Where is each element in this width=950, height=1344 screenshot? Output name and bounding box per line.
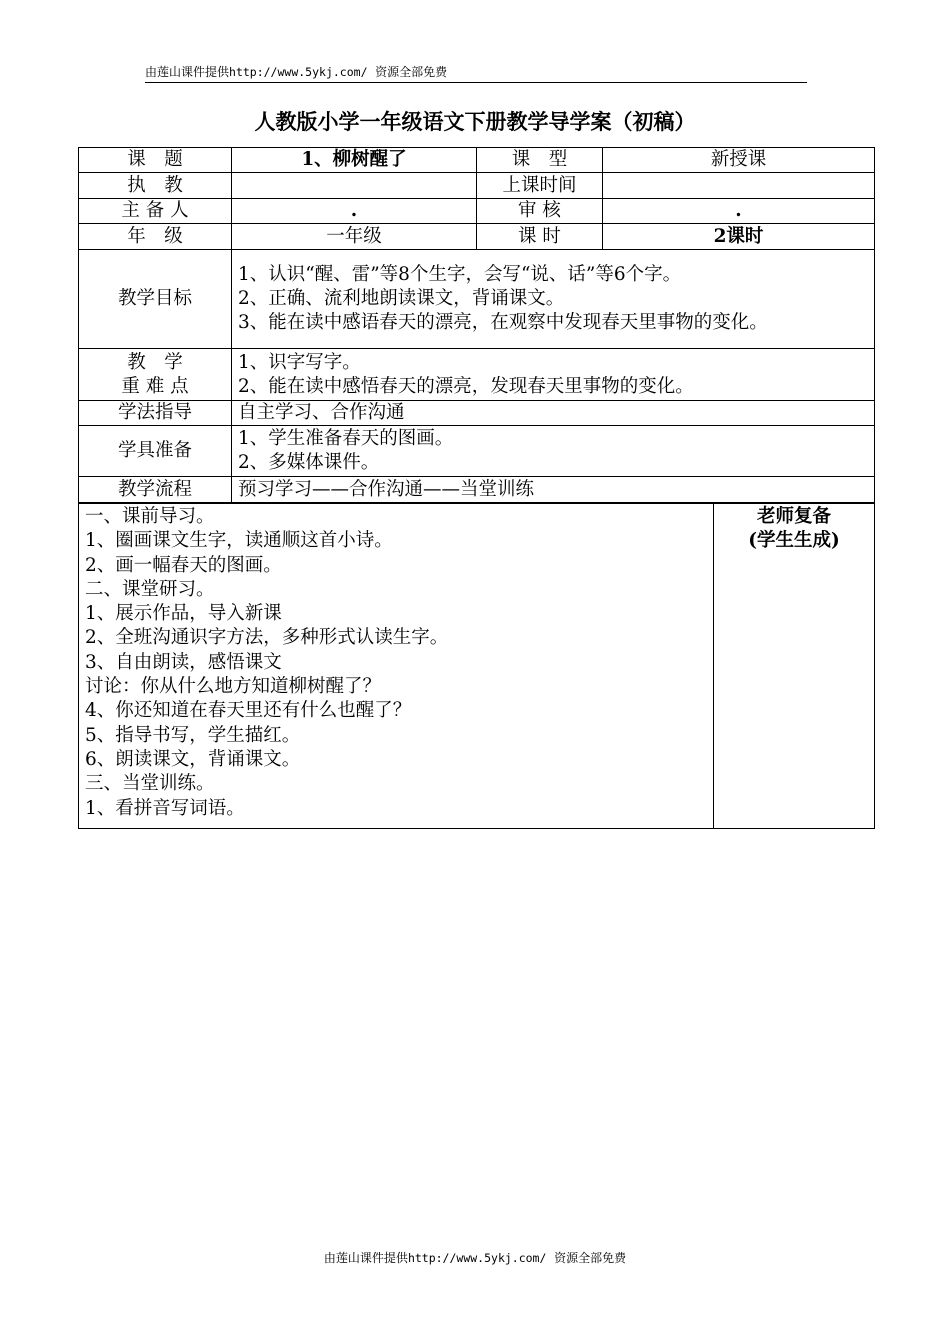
type-value: 新授课 (603, 148, 875, 173)
flow-step: 6、朗读课文，背诵课文。 (85, 748, 301, 770)
tools-label: 学具准备 (79, 426, 232, 477)
review-value: . (603, 199, 875, 224)
lesson-info-table (78, 147, 875, 503)
preparer-value: . (232, 199, 477, 224)
keypoint-item: 1、识字写字。 (238, 351, 361, 373)
flow-step: 一、课前导习。 (85, 506, 215, 527)
flow-step: 4、你还知道在春天里还有什么也醒了？ (85, 700, 412, 722)
footer-url[interactable]: http://www.5ykj.com/ (407, 1251, 547, 1265)
flow-step: 三、当堂训练。 (85, 773, 215, 795)
flow-step: 2、画一幅春天的图画。 (85, 554, 282, 576)
keypoint-item: 2、能在读中感悟春天的漂亮，发现春天里事物的变化。 (238, 375, 694, 397)
flow-steps (79, 504, 714, 829)
flow-step: 1、展示作品，导入新课 (85, 603, 282, 625)
goals-content (232, 250, 875, 349)
footer-source: 由莲山课件提供 (323, 1251, 408, 1265)
footer-note: 资源全部免费 (554, 1251, 627, 1265)
tool-item: 1、学生准备春天的图画。 (238, 428, 454, 449)
row-goals (79, 250, 875, 349)
flow-step: 2、全班沟通识字方法，多种形式认读生字。 (85, 627, 449, 649)
flow-step: 讨论：你从什么地方知道柳树醒了？ (85, 676, 382, 698)
row-teacher (79, 173, 875, 199)
review-label: 审 核 (477, 199, 603, 224)
row-tools (79, 426, 875, 477)
hours-value: 2课时 (603, 224, 875, 250)
topic-label: 课 题 (79, 148, 232, 173)
row-grade (79, 224, 875, 250)
keypoints-label-line: 教 学 (127, 351, 183, 373)
header-url[interactable]: http://www.5ykj.com/ (229, 65, 368, 79)
flow-row (79, 504, 875, 829)
goal-item: 1、认识“醒、雷”等8个生字，会写“说、话”等6个字。 (238, 264, 682, 285)
header-source: 由莲山课件提供 (145, 65, 230, 79)
row-process (79, 477, 875, 503)
keypoints-label-line: 重 难 点 (121, 375, 189, 397)
process-label: 教学流程 (79, 477, 232, 503)
flow-step: 1、圈画课文生字，读通顺这首小诗。 (85, 530, 393, 552)
goal-item: 2、正确、流利地朗读课文，背诵课文。 (238, 288, 565, 309)
process-value: 预习学习——合作沟通——当堂训练 (232, 477, 875, 503)
topic-value: 1、柳树醒了 (232, 148, 477, 173)
notes-subheading: (学生生成) (748, 530, 840, 552)
type-label: 课 型 (477, 148, 603, 173)
time-value (603, 173, 875, 199)
goals-label: 教学目标 (79, 250, 232, 349)
teacher-notes-column (714, 504, 875, 829)
teacher-value (232, 173, 477, 199)
goal-item: 3、能在读中感语春天的漂亮，在观察中发现春天里事物的变化。 (238, 312, 768, 333)
method-label: 学法指导 (79, 401, 232, 426)
teaching-flow-table (78, 503, 875, 829)
header-note: 资源全部免费 (375, 65, 448, 79)
row-method (79, 401, 875, 426)
keypoints-content (232, 349, 875, 401)
page-footer (0, 1249, 950, 1266)
flow-step: 5、指导书写，学生描红。 (85, 724, 301, 746)
tools-content (232, 426, 875, 477)
row-topic (79, 148, 875, 173)
notes-heading: 老师复备 (756, 506, 831, 527)
grade-value: 一年级 (232, 224, 477, 250)
page-header (145, 62, 807, 83)
grade-label: 年 级 (79, 224, 232, 250)
document-title: 人教版小学一年级语文下册教学导学案（初稿） (254, 109, 696, 134)
row-keypoints (79, 349, 875, 401)
time-label: 上课时间 (477, 173, 603, 199)
teacher-label: 执 教 (79, 173, 232, 199)
row-preparer (79, 199, 875, 224)
keypoints-label (79, 349, 232, 401)
hours-label: 课 时 (477, 224, 603, 250)
tool-item: 2、多媒体课件。 (238, 452, 380, 473)
flow-step: 3、自由朗读，感悟课文 (85, 651, 282, 673)
preparer-label: 主 备 人 (79, 199, 232, 224)
flow-step: 二、课堂研习。 (85, 578, 215, 600)
flow-step: 1、看拼音写词语。 (85, 797, 245, 819)
method-value: 自主学习、合作沟通 (232, 401, 875, 426)
